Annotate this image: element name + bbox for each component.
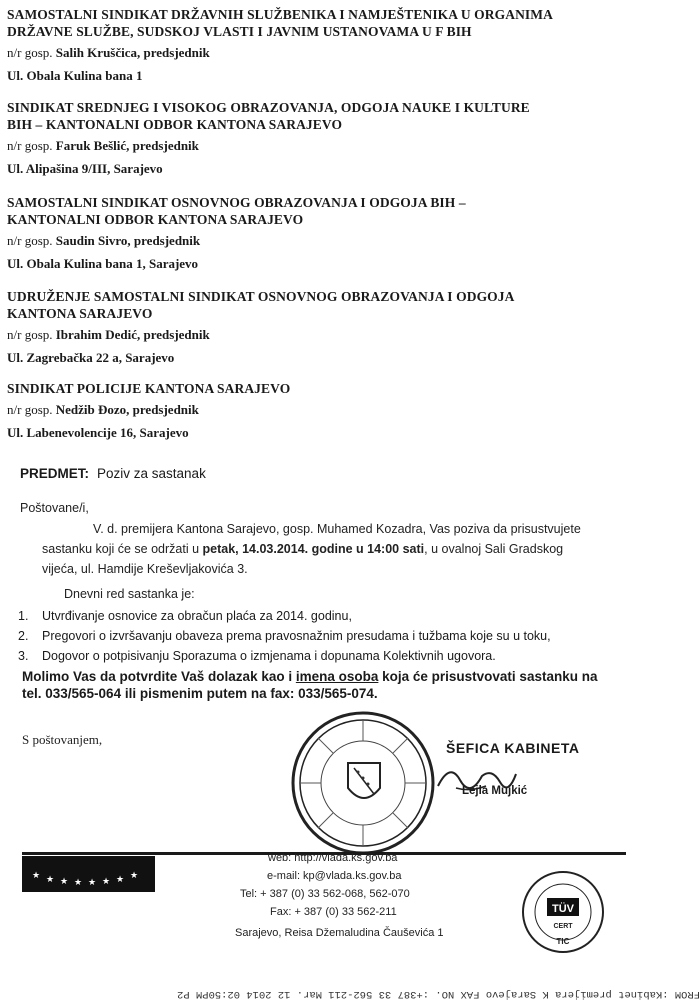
recipient-title: SAMOSTALNI SINDIKAT OSNOVNOG OBRAZOVANJA I ODGOJA BIH – KANTONALNI ODBOR KANTONA SARAJEVO xyxy=(7,195,466,227)
recipient-attn: n/r gosp. Saudin Sivro, predsjednik xyxy=(7,233,201,248)
eu-stars-logo xyxy=(22,856,155,892)
svg-text:★: ★ xyxy=(130,871,139,881)
body-line-1: V. d. premijera Kantona Sarajevo, gosp. Muhamed Kozadra, Vas poziva da prisustvujete xyxy=(93,522,581,536)
footer-address: Sarajevo, Reisa Džemaludina Čauševića 1 xyxy=(235,927,444,939)
agenda-intro: Dnevni red sastanka je: xyxy=(64,587,195,601)
salutation: Poštovane/i, xyxy=(20,501,89,515)
svg-text:★: ★ xyxy=(88,878,97,888)
recipient-attn: n/r gosp. Ibrahim Dedić, predsjednik xyxy=(7,327,210,342)
recipient-3 xyxy=(7,194,667,273)
footer-tel: Tel: + 387 (0) 33 562-068, 562-070 xyxy=(240,888,410,900)
recipient-4 xyxy=(7,288,667,367)
recipient-attn: n/r gosp. Nedžib Đozo, predsjednik xyxy=(7,402,199,417)
signature-title: ŠEFICA KABINETA xyxy=(446,740,580,756)
svg-text:★: ★ xyxy=(60,877,69,887)
rsvp-notice: Molimo Vas da potvrdite Vaš dolazak kao i imena osoba koja će prisustvovati sastanku na tel. 033/565-064 ili pismenim putem na fax: 033/565-074. xyxy=(22,669,598,701)
fax-transmission-header: FROM :Kabinet premijera K Sarajevo FAX NO. :+387 33 562-211 Mar. 12 2014 02:50PM P2 xyxy=(177,988,700,1000)
meeting-datetime: petak, 14.03.2014. godine u 14:00 sati xyxy=(202,542,425,556)
signature-name: Lejla Mujkić xyxy=(462,785,528,797)
body-line-3: vijeća, ul. Hamdije Kreševljakovića 3. xyxy=(42,562,248,576)
closing: S poštovanjem, xyxy=(22,732,103,747)
subject-line xyxy=(20,466,206,481)
svg-text:CERT: CERT xyxy=(553,923,573,930)
subject-label: PREDMET: xyxy=(20,466,90,481)
footer-email[interactable]: e-mail: kp@vlada.ks.gov.ba xyxy=(267,870,402,882)
recipient-address: Ul. Alipašina 9/III, Sarajevo xyxy=(7,161,163,176)
recipient-title: UDRUŽENJE SAMOSTALNI SINDIKAT OSNOVNOG OBRAZOVANJA I ODGOJA KANTONA SARAJEVO xyxy=(7,289,515,321)
agenda-item: 1. Utvrđivanje osnovice za obračun plaća za 2014. godinu, xyxy=(18,609,352,623)
recipient-attn: n/r gosp. Salih Kruščica, predsjednik xyxy=(7,45,210,60)
recipient-address: Ul. Zagrebačka 22 a, Sarajevo xyxy=(7,350,175,365)
tuv-certification-logo xyxy=(519,868,607,956)
recipient-5 xyxy=(7,380,667,442)
recipient-address: Ul. Labenevolencije 16, Sarajevo xyxy=(7,425,189,440)
recipient-address: Ul. Obala Kulina bana 1, Sarajevo xyxy=(7,256,199,271)
body-line-2: sastanku koji će se održati u petak, 14.03.2014. godine u 14:00 sati, u ovalnoj Sali Gradskog xyxy=(42,542,564,556)
recipient-attn: n/r gosp. Faruk Bešlić, predsjednik xyxy=(7,138,199,153)
agenda-list xyxy=(18,606,551,666)
footer-web[interactable]: web: http://vlada.ks.gov.ba xyxy=(268,852,398,864)
svg-text:★: ★ xyxy=(32,871,41,881)
svg-text:TÜV: TÜV xyxy=(552,903,574,915)
recipient-1 xyxy=(7,6,667,85)
agenda-item: 3. Dogovor o potpisivanju Sporazuma o izmjenama i dopunama Kolektivnih ugovora. xyxy=(18,649,496,663)
svg-text:★: ★ xyxy=(74,878,83,888)
recipient-address: Ul. Obala Kulina bana 1 xyxy=(7,68,143,83)
svg-text:★: ★ xyxy=(116,875,125,885)
stars-icon xyxy=(22,856,155,892)
recipient-title: SAMOSTALNI SINDIKAT DRŽAVNIH SLUŽBENIKA I NAMJEŠTENIKA U ORGANIMA DRŽAVNE SLUŽBE, SUDSKOJ VLASTI I JAVNIM USTANOVAMA U F BIH xyxy=(7,7,553,39)
svg-text:★: ★ xyxy=(102,877,111,887)
svg-text:TIC: TIC xyxy=(556,937,570,946)
recipient-title: SINDIKAT POLICIJE KANTONA SARAJEVO xyxy=(7,381,291,396)
svg-text:★: ★ xyxy=(46,875,55,885)
footer-fax: Fax: + 387 (0) 33 562-211 xyxy=(270,906,397,918)
recipient-2 xyxy=(7,99,667,178)
official-seal xyxy=(288,708,438,858)
subject-text: Poziv za sastanak xyxy=(97,466,206,481)
agenda-item: 2. Pregovori o izvršavanju obaveza prema pravosnažnim presudama i tužbama koje su u toku, xyxy=(18,629,551,643)
recipient-title: SINDIKAT SREDNJEG I VISOKOG OBRAZOVANJA, ODGOJA NAUKE I KULTURE BIH – KANTONALNI ODBOR KANTONA SARAJEVO xyxy=(7,100,530,132)
